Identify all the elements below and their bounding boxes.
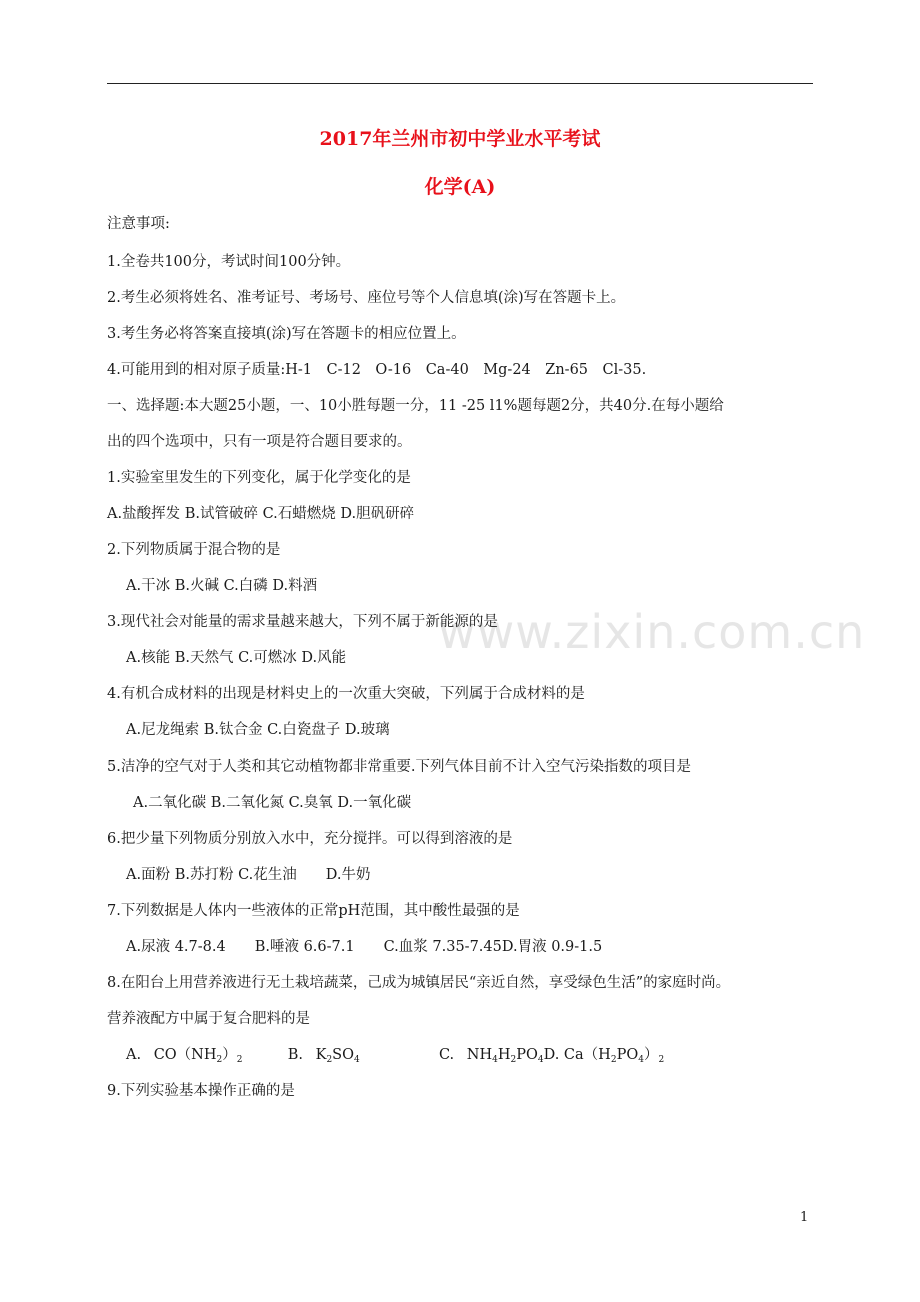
exam-subtitle: 化学(A) (424, 176, 496, 198)
notice-item: 4.可能用到的相对原子质量:H-1 C-12 O-16 Ca-40 Mg-24 Zn-65 Cl-35. (107, 362, 647, 378)
notice-item: 1.全卷共100分，考试时间100分钟。 (107, 254, 351, 270)
page-number: 1 (800, 1210, 809, 1225)
option-b-label: B. (287, 1047, 303, 1063)
section-intro-cont: 出的四个选项中，只有一项是符合题目要求的。 (107, 434, 412, 450)
formula-c: $NH_4H_2PO_4$ (466, 1047, 544, 1065)
notice-item: 2.考生必须将姓名、准考证号、考场号、座位号等个人信息填(涂)写在答题卡上。 (107, 290, 626, 306)
question-text: 9.下列实验基本操作正确的是 (107, 1083, 295, 1099)
header-rule (107, 83, 813, 84)
question-options: A.干冰 B.火碱 C.白磷 D.料酒 (126, 578, 318, 594)
formula-a: $CO(NH_2)_2$ (153, 1047, 243, 1065)
option-c-label: C. (438, 1047, 455, 1063)
question-text: 1.实验室里发生的下列变化，属于化学变化的是 (107, 470, 411, 486)
question-options: A.尼龙绳索 B.钛合金 C.白瓷盘子 D.玻璃 (126, 722, 390, 738)
question-text: 5.洁净的空气对于人类和其它动植物都非常重要.下列气体目前不计入空气污染指数的项目是 (107, 759, 691, 775)
question-text: 3.现代社会对能量的需求量越来越大，下列不属于新能源的是 (107, 614, 498, 630)
exam-title: 2017年兰州市初中学业水平考试 (319, 128, 601, 150)
question-options: A.尿液 4.7-8.4 B.唾液 6.6-7.1 C.血浆 7.35-7.45D.胃液 0.9-1.5 (126, 939, 603, 955)
watermark: www.zixin.com.cn (438, 605, 866, 659)
question-options: A.盐酸挥发 B.试管破碎 C.石蜡燃烧 D.胆矾研碎 (107, 506, 415, 522)
formula-d: D. $Ca(H_2PO_4)_2$ (543, 1047, 665, 1065)
question-options: A.面粉 B.苏打粉 C.花生油 D.牛奶 (126, 867, 371, 883)
question-text: 8.在阳台上用营养液进行无土栽培蔬菜，己成为城镇居民“亲近自然，享受绿色生活”的家庭时尚。 (107, 975, 731, 991)
question-text: 2.下列物质属于混合物的是 (107, 542, 281, 558)
option-a-label: A. (126, 1047, 142, 1063)
question-text: 7.下列数据是人体内一些液体的正常pH范围，其中酸性最强的是 (107, 903, 520, 919)
formula-b: $K_2SO_4$ (315, 1047, 360, 1065)
question-options: A.二氧化碳 B.二氧化氮 C.臭氧 D.一氧化碳 (133, 795, 412, 811)
question-text-cont: 营养液配方中属于复合肥料的是 (107, 1011, 310, 1027)
notice-heading: 注意事项: (107, 216, 170, 232)
question-options (126, 1045, 664, 1070)
notice-item: 3.考生务必将答案直接填(涂)写在答题卡的相应位置上。 (107, 326, 466, 342)
question-text: 6.把少量下列物质分别放入水中，充分搅拌。可以得到溶液的是 (107, 831, 513, 847)
question-text: 4.有机合成材料的出现是材料史上的一次重大突破，下列属于合成材料的是 (107, 686, 585, 702)
question-options: A.核能 B.天然气 C.可燃冰 D.风能 (126, 650, 347, 666)
section-intro: 一、选择题:本大题25小题，一、10小胜每题一分，11 -25 l1%题每题2分，共40分.在每小题给 (107, 398, 724, 414)
